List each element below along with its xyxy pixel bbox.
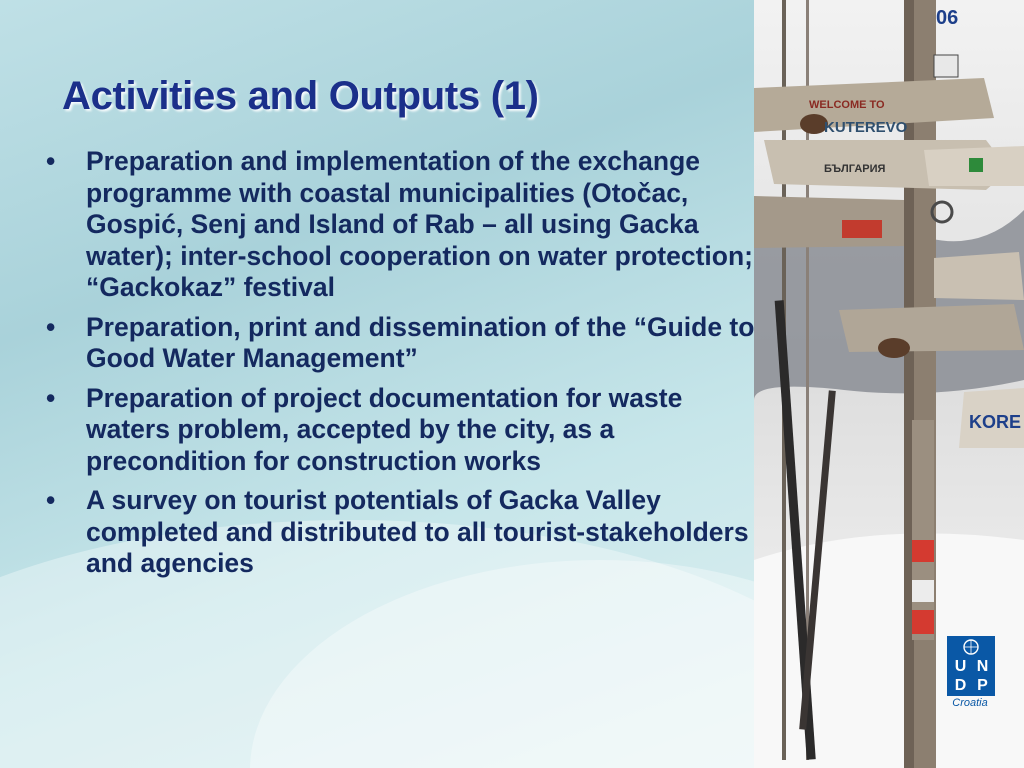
slide-title: Activities and Outputs (1) bbox=[62, 74, 539, 118]
sign-text: 06 bbox=[936, 7, 959, 29]
bullet-text: Preparation and implementation of the exchange programme with coastal municipalities (Otočac, Gospić, Senj and Island of Rab – all using Gacka water); inter-school cooperation on water protection; “Gackokaz” festival bbox=[86, 146, 753, 302]
undp-logo bbox=[947, 636, 993, 709]
bullet-item bbox=[40, 146, 755, 304]
bullet-item bbox=[40, 312, 755, 375]
undp-logo-box bbox=[947, 636, 995, 696]
undp-caption: Croatia bbox=[952, 697, 988, 709]
bullet-text: Preparation, print and dissemination of the “Guide to Good Water Management” bbox=[86, 311, 755, 373]
sign-text: KUTEREVO bbox=[824, 119, 908, 136]
undp-letter: D bbox=[954, 677, 967, 694]
sign-text: KORE bbox=[969, 412, 1022, 432]
sign-text: БЪЛГАРИЯ bbox=[824, 163, 886, 175]
bullet-icon: • bbox=[46, 311, 56, 342]
bullet-icon: • bbox=[46, 146, 56, 176]
undp-letter: N bbox=[976, 658, 989, 675]
bullet-icon: • bbox=[46, 485, 56, 515]
bullet-text: A survey on tourist potentials of Gacka Valley completed and distributed to all tourist-stakeholders and agencies bbox=[86, 485, 749, 578]
bullet-item bbox=[40, 485, 755, 580]
bullet-text: Preparation of project documentation for waste waters problem, accepted by the city, as a precondition for construction works bbox=[86, 382, 683, 476]
undp-letter: P bbox=[977, 677, 988, 694]
bullet-icon: • bbox=[46, 382, 56, 413]
bullet-list bbox=[40, 146, 755, 588]
un-emblem-icon bbox=[948, 637, 994, 657]
sign-text: WELCOME TO bbox=[809, 99, 885, 111]
bullet-item bbox=[40, 383, 755, 478]
undp-letter: U bbox=[954, 658, 967, 675]
